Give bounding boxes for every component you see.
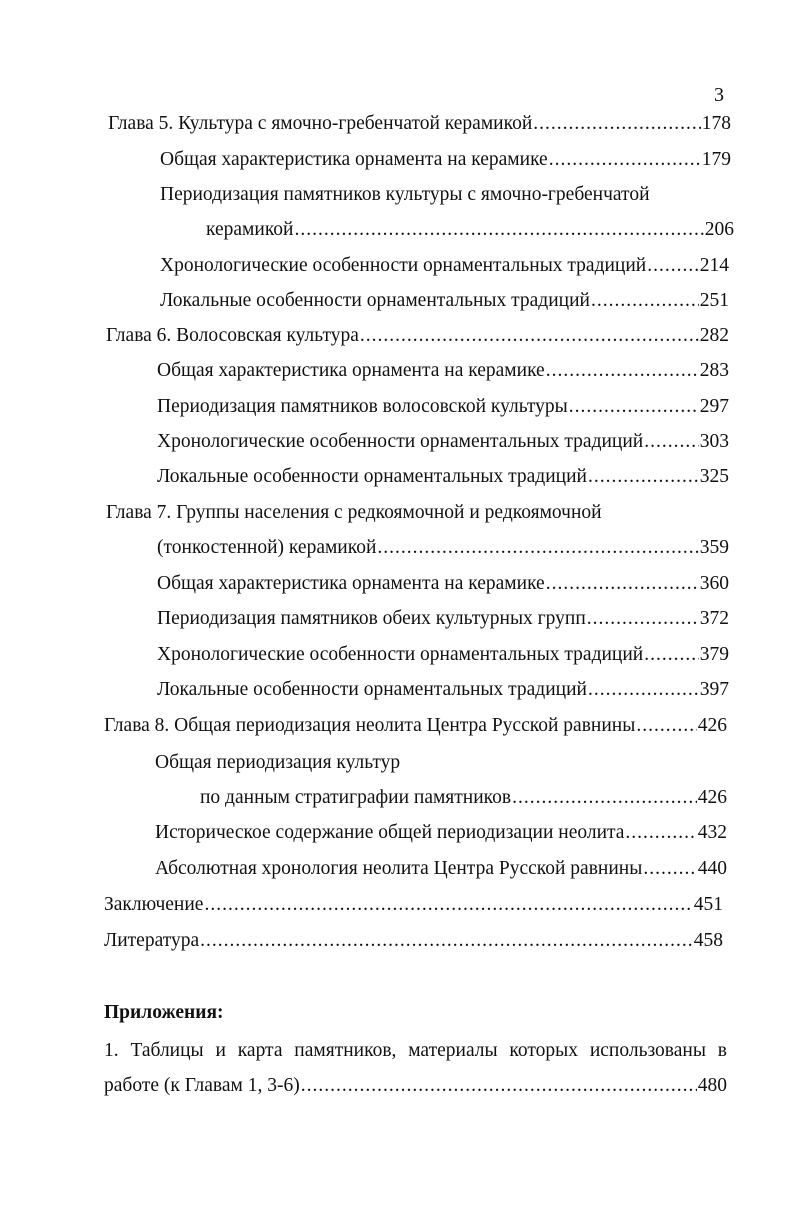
leader-dots — [636, 711, 696, 741]
toc-entry-page: 372 — [699, 608, 729, 629]
word: 1. — [104, 1040, 119, 1061]
leader-dots — [301, 1071, 697, 1101]
leader-dots — [588, 675, 699, 705]
toc-entry-page: 206 — [704, 219, 734, 240]
leader-dots — [647, 251, 699, 281]
toc-entry-ch8-section-3[interactable] — [155, 854, 727, 884]
toc-entry-ch8-section-1[interactable] — [200, 783, 727, 813]
toc-entry-title: Историческое содержание общей периодизации неолита — [155, 822, 625, 843]
toc-entry-page: 251 — [699, 290, 729, 311]
word: памятников, — [294, 1040, 397, 1061]
toc-entry-title: Абсолютная хронология неолита Центра Русской равнины — [155, 858, 643, 879]
leader-dots — [360, 321, 699, 351]
toc-entry-ch8-section-1-line1[interactable]: Общая периодизация культур — [155, 752, 401, 773]
toc-entry-title: Периодизация памятников волосовской культуры — [157, 396, 568, 417]
leader-dots — [546, 569, 699, 599]
word: материалы — [408, 1040, 498, 1061]
toc-entry-page: 325 — [699, 466, 729, 487]
toc-entry-title: Глава 6. Волосовская культура — [106, 325, 359, 346]
toc-entry-page: 214 — [699, 255, 729, 276]
toc-entry-ch5-section-2-line1[interactable]: Периодизация памятников культуры с ямочно-гребенчатой — [160, 184, 650, 205]
toc-entry-literature[interactable] — [104, 926, 723, 956]
toc-entry-title: Глава 5. Культура с ямочно-гребенчатой керамикой — [108, 113, 533, 134]
toc-entry-title: Глава 8. Общая периодизация неолита Центра Русской равнины — [104, 715, 636, 736]
toc-entry-ch6-section-4[interactable] — [157, 462, 729, 492]
toc-entry-chapter-8[interactable] — [104, 711, 727, 741]
toc-entry-title: по данным стратиграфии памятников — [200, 787, 512, 808]
toc-entry-title: Общая характеристика орнамента на керамике — [160, 149, 548, 170]
toc-entry-title: керамикой — [206, 219, 294, 240]
leader-dots — [377, 533, 698, 563]
toc-entry-title: (тонкостенной) керамикой — [157, 537, 377, 558]
toc-entry-page: 360 — [699, 573, 729, 594]
leader-dots — [533, 109, 700, 139]
toc-entry-chapter-5[interactable] — [108, 109, 731, 139]
leader-dots — [569, 392, 699, 422]
toc-entry-ch7-section-2[interactable] — [157, 604, 729, 634]
toc-entry-title: Локальные особенности орнаментальных традиций — [157, 466, 587, 487]
leader-dots — [200, 926, 693, 956]
toc-entry-chapter-7[interactable] — [157, 533, 729, 563]
toc-entry-ch7-section-3[interactable] — [157, 640, 729, 670]
toc-entry-title: Литература — [104, 930, 200, 951]
leader-dots — [546, 356, 699, 386]
toc-entry-page: 458 — [693, 930, 723, 951]
toc-entry-page: 178 — [701, 113, 731, 134]
toc-entry-page: 432 — [697, 822, 727, 843]
appendix-item-1-line2[interactable] — [104, 1071, 727, 1101]
leader-dots — [591, 286, 699, 316]
toc-entry-ch5-section-3[interactable] — [160, 251, 729, 281]
toc-entry-ch7-section-4[interactable] — [157, 675, 729, 705]
leader-dots — [512, 783, 697, 813]
appendix-heading: Приложения: — [104, 1002, 224, 1023]
word: использованы — [589, 1040, 706, 1061]
toc-entry-page: 440 — [697, 858, 727, 879]
word: в — [717, 1040, 727, 1061]
leader-dots — [549, 145, 701, 175]
toc-entry-page: 297 — [699, 396, 729, 417]
toc-entry-page: 303 — [699, 431, 729, 452]
toc-entry-page: 283 — [699, 360, 729, 381]
toc-entry-title: Хронологические особенности орнаментальных традиций — [157, 431, 644, 452]
toc-entry-ch7-section-1[interactable] — [157, 569, 729, 599]
leader-dots — [643, 854, 696, 884]
toc-entry-title: Общая характеристика орнамента на керамике — [157, 573, 545, 594]
toc-entry-page: 451 — [693, 894, 723, 915]
toc-entry-ch6-section-2[interactable] — [157, 392, 729, 422]
leader-dots — [644, 427, 699, 457]
toc-entry-conclusion[interactable] — [104, 890, 723, 920]
toc-entry-title: Общая характеристика орнамента на керамике — [157, 360, 545, 381]
leader-dots — [295, 215, 704, 245]
toc-entry-title: Локальные особенности орнаментальных традиций — [160, 290, 590, 311]
toc-entry-page: 426 — [697, 715, 727, 736]
word: которых — [509, 1040, 579, 1061]
appendix-item-1-line1[interactable] — [104, 1036, 727, 1066]
word: и — [215, 1040, 226, 1061]
toc-entry-page: 397 — [699, 679, 729, 700]
toc-entry-chapter-6[interactable] — [106, 321, 729, 351]
leader-dots — [625, 818, 696, 848]
toc-entry-ch5-section-4[interactable] — [160, 286, 729, 316]
leader-dots — [204, 890, 692, 920]
word: карта — [237, 1040, 283, 1061]
toc-entry-chapter-7-line1[interactable]: Глава 7. Группы населения с редкоямочной и редкоямочной — [106, 502, 602, 523]
toc-entry-page: 179 — [701, 149, 731, 170]
toc-entry-page: 379 — [699, 644, 729, 665]
toc-entry-ch5-section-1[interactable] — [160, 145, 731, 175]
toc-entry-page: 282 — [699, 325, 729, 346]
toc-entry-ch6-section-3[interactable] — [157, 427, 729, 457]
leader-dots — [587, 604, 699, 634]
toc-entry-page: 480 — [697, 1075, 727, 1096]
leader-dots — [644, 640, 699, 670]
toc-entry-title: Периодизация памятников обеих культурных групп — [157, 608, 586, 629]
toc-entry-ch5-section-2[interactable] — [206, 215, 734, 245]
leader-dots — [588, 462, 699, 492]
toc-entry-title: Хронологические особенности орнаментальных традиций — [160, 255, 647, 276]
toc-entry-title: Локальные особенности орнаментальных традиций — [157, 679, 587, 700]
toc-entry-title: Заключение — [104, 894, 204, 915]
page-number: 3 — [714, 84, 724, 106]
toc-entry-title: Хронологические особенности орнаментальных традиций — [157, 644, 644, 665]
toc-entry-title: работе (к Главам 1, 3-6) — [104, 1075, 300, 1096]
toc-entry-page: 426 — [697, 787, 727, 808]
toc-entry-ch8-section-2[interactable] — [155, 818, 727, 848]
word: Таблицы — [130, 1040, 204, 1061]
toc-entry-ch6-section-1[interactable] — [157, 356, 729, 386]
toc-entry-page: 359 — [699, 537, 729, 558]
